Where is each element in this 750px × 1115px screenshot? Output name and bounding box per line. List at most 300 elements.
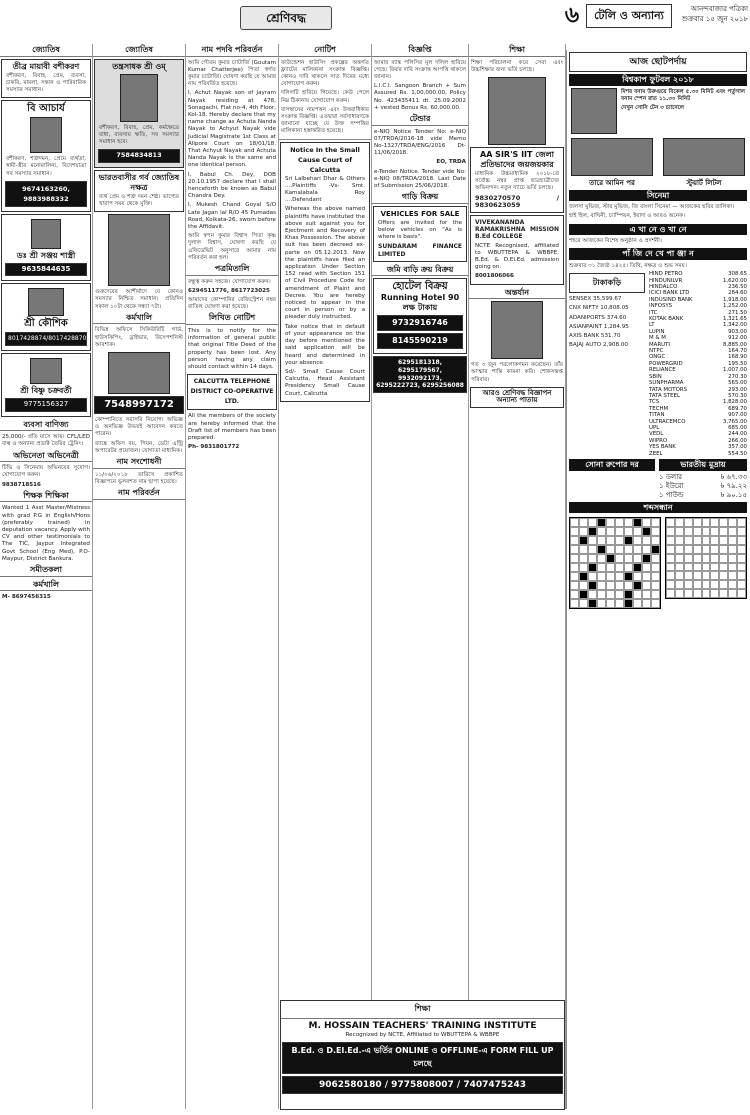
sudoku-cell (737, 563, 746, 572)
sudoku-cell (666, 563, 675, 572)
puzzle-cell (597, 572, 606, 581)
sudoku-cell (666, 536, 675, 545)
jobs-phone: M- 8697456315 (2, 594, 51, 601)
puzzle-cell (579, 554, 588, 563)
stock-name: WIPRO (649, 437, 668, 444)
currency-value: ৳ ৯০.১৫ (720, 490, 747, 499)
astrology-ad-chakraborty (1, 353, 91, 417)
section-education: শিক্ষা (281, 1001, 564, 1019)
stock-name: ITC (649, 309, 658, 316)
sudoku-cell (728, 536, 737, 545)
puzzle-cell (624, 590, 633, 599)
astrology-ad-pride: ভারতবাসীর গর্ব জ্যোতিষ নক্ষত্র ব্যর্থ প্রেম ও শত্রু দমন শেষ্ঠ। ভাগ্যের খারাপ সময় থেকে মুক্তি। (94, 170, 184, 212)
sudoku-cell (693, 589, 702, 598)
puzzle-cell (642, 581, 651, 590)
name-change-notice: I, Achut Nayak son of Jayram Nayak residing at 478, Sonagachi, Flat no-4, 4th Floor, Kol-18. Hereby declare that my name change as Achuta Nanda Nayak to Achyut Nayak vide Judicial Magistrate 1st Class at Alipore Court on 18/01/18. That Achyut Nayak and Achuta Nanda Nayak is the same and one identical person. (188, 90, 276, 169)
sudoku-cell (684, 571, 693, 580)
sudoku-cell (710, 563, 719, 572)
column-heading: শিক্ষা (469, 44, 565, 57)
program-title-2: স্টুয়ার্ট লিটল (686, 178, 722, 187)
stock-name: ZEEL (649, 450, 663, 457)
gold-rate-title: সোনা রুপোর দর (569, 459, 655, 471)
stock-name: YES BANK (649, 444, 676, 451)
sudoku-cell (719, 554, 728, 563)
puzzle-cell (615, 554, 624, 563)
world-cup-matches: মিশর বনাম উরুগুয়ে বিকেল ৫.৩০ মিনিট এবং পর্তুগাল বনাম স্পেন রাত ১১.৩০ মিনিট (621, 88, 745, 102)
astrology-ad: তীব্র মায়াবী বশীকরণ বশীকরণ, বিবাহ, প্রেম, ব্যবসা, চাকরি, মামলা, সন্তান ও পারিবারিক সমস্যার সমাধান। (1, 59, 91, 99)
stock-value: 308.65 (728, 271, 747, 278)
pen-friend-phone: 6294511776, 8617723025 (188, 287, 270, 294)
section-car-sale: গাড়ি বিক্রয় (372, 191, 468, 204)
puzzle-cell (651, 536, 660, 545)
column-education: শিক্ষা শিক্ষা পরিচালনা করে সেবা এবং উচ্চশিক্ষার জন্য ভর্তি চলছে। AA SIR'S IIT জেলা প্রতিভাদের জয়জয়কার মাধ্যমিক উচ্চমাধ্যমিক ২০১৮-তে সর্বোচ্চ নম্বর প্রাপ্ত ছাত্রছাত্রীদের অভিনন্দন। নতুন ব্যাচে ভর্তি চলছে। 9830270570 / 9830623059 VIVEKANANDA RAMAKRISHNA MISSION B.Ed COLLEGE NCTE Recognised, affiliated to WBUTTEPA & WBBPE. B.Ed. & D.El.Ed. admission going on. 8001806066 অন্তর্যান গত ৩ জুন পরলোকগমন করেছেন। তাঁর আত্মার শান্তি কামনা করি। শোকসন্তপ্ত পরিবার। আরও শ্রেণিবদ্ধ বিজ্ঞাপন অন্যান্য পাতায় (469, 44, 566, 1109)
stock-value: 565.00 (728, 380, 747, 387)
section-jobs: কর্মখালি (0, 579, 92, 592)
ad-title: তীব্র মায়াবী বশীকরণ (12, 61, 80, 71)
stock-value: 1,252.00 (722, 303, 747, 310)
puzzle-cell (588, 545, 597, 554)
sudoku-cell (693, 580, 702, 589)
ad-phone: 8017428874/8017428870 (5, 332, 87, 346)
hotel-phone-1: 9732916746 (377, 315, 463, 331)
world-cup-channel: দেখুন সোনি টেন ৩ চ্যানেলে (621, 105, 685, 111)
sudoku-cell (728, 545, 737, 554)
coaching-phone: 9830270570 / 9830623059 (475, 193, 559, 209)
puzzle-cell (624, 554, 633, 563)
stock-name: TCS (649, 399, 660, 406)
puzzle-cell (570, 527, 579, 536)
sudoku-cell (666, 518, 675, 527)
stock-name: INDUSIND BANK (649, 296, 693, 303)
ad-name: শ্রী বিষ্ণু চক্রবর্তী (20, 386, 72, 395)
puzzle-cell (624, 563, 633, 572)
puzzle-cell (597, 554, 606, 563)
puzzle-cell (642, 527, 651, 536)
puzzle-cell (642, 536, 651, 545)
puzzle-cell (615, 563, 624, 572)
sudoku-cell (666, 554, 675, 563)
institute-title: M. HOSSAIN TEACHERS' TRAINING INSTITUTE (308, 1021, 537, 1031)
puzzle-cell (615, 590, 624, 599)
puzzle-cell (579, 581, 588, 590)
company-phone: Ph- 9831801772 (188, 444, 240, 451)
sudoku-cell (728, 580, 737, 589)
stock-name: ULTRACEMCO (649, 418, 686, 425)
sudoku-cell (675, 527, 684, 536)
sudoku-cell (737, 536, 746, 545)
sudoku-cell (702, 554, 711, 563)
puzzle-cell (588, 572, 597, 581)
sudoku-cell (693, 571, 702, 580)
sudoku-cell (719, 589, 728, 598)
sudoku-cell (675, 545, 684, 554)
stock-value: 554.50 (728, 450, 747, 457)
puzzle-cell (606, 518, 615, 527)
puzzle-cell (570, 590, 579, 599)
obituary-photo (491, 301, 543, 359)
puzzle-cell (588, 599, 597, 608)
puzzle-cell (651, 554, 660, 563)
sudoku-cell (737, 589, 746, 598)
stock-value: 266.00 (728, 437, 747, 444)
coaching-ad: AA SIR'S IIT জেলা প্রতিভাদের জয়জয়কার মাধ্যমিক উচ্চমাধ্যমিক ২০১৮-তে সর্বোচ্চ নম্বর প্রাপ্ত ছাত্রছাত্রীদের অভিনন্দন। নতুন ব্যাচে ভর্তি চলছে। 9830270570 / 9830623059 (470, 147, 564, 213)
puzzle-cell (597, 581, 606, 590)
puzzle-cell (624, 581, 633, 590)
column-announcement: বিজ্ঞপ্তি আমার ব্যাঙ্ক পলিসির মূল দলিল হারিয়ে গেছে। বিমার দাবি সংক্রান্ত আপত্তি থাকলে জানান। L.I.C.I. Sangoon Branch + Sum Assured Rs. 1,00,000.00, Policy No. 423435411 dt. 25.09.2002 + vested Bonus Rs. 60,000.00. টেন্ডার e-NIQ Notice Tender No: e-NIQ 07/TRDA/2016-18 vide Memo No-1327/TRDA/ENG/2016 Dt- 11/06/2018. EO, TRDA e-Tender Notice. Tender vide No: e-NIQ 08/TRDA/2018. Last Date of Submission 25/06/2018. গাড়ি বিক্রয় VEHICLES FOR SALE Offers are invited for the below vehicles on "As is where is basis". SUNDARAM FINANCE LIMITED জমি বাড়ি ক্রয় বিক্রয় হোটেল বিক্রয় Running Hotel 90 লক্ষ টাকায় 9732916746 8145590219 6295181318, 6295179567, 9932092173, 6295222723, 6295256088 (372, 44, 469, 1109)
astrologer-photo (30, 117, 62, 153)
sudoku-cell (693, 545, 702, 554)
section-teacher: শিক্ষক শিক্ষিকা (0, 490, 92, 503)
puzzle-cell (633, 572, 642, 581)
sudoku-cell (702, 536, 711, 545)
section-jobs: কর্মখালি (93, 312, 185, 325)
vehicle-sale-company: SUNDARAM FINANCE LIMITED (378, 243, 462, 258)
stock-name: SUNPHARMA (649, 380, 684, 387)
puzzle-cell (624, 527, 633, 536)
puzzle-cell (651, 563, 660, 572)
stock-value: 357.00 (728, 444, 747, 451)
vehicle-sale-title: VEHICLES FOR SALE (380, 209, 460, 218)
sudoku-cell (675, 571, 684, 580)
puzzle-cell (651, 590, 660, 599)
sudoku-cell (737, 527, 746, 536)
ad-phone: 9775156327 (5, 398, 87, 412)
puzzle-cell (642, 590, 651, 599)
sudoku-cell (719, 527, 728, 536)
puzzle-cell (624, 518, 633, 527)
sudoku-cell (684, 545, 693, 554)
stock-name: TECHM (649, 405, 669, 412)
stock-name: UPL (649, 424, 660, 431)
tele-sidebar: আজ ছোটপর্দায় বিশ্বকাপ ফুটবল ২০১৮ মিশর বনাম উরুগুয়ে বিকেল ৫.৩০ মিনিট এবং পর্তুগাল বনাম স্পেন রাত ১১.৩০ মিনিট দেখুন সোনি টেন ৩ চ্যানেলে তারে আমিন পর স্টুয়ার্ট লিটল সিনেমা জলসা মুভিজ, স্টার মুভিজ, জি বাংলা সিনেমা — আজকের ছবির তালিকা। হাই হিল, বাঘিনী, চ্যাম্পিয়ন, ইরাদা ও আরও অনেক। এ খা নে ও খা নে শহরে আজকের বিশেষ অনুষ্ঠান ও প্রদর্শনী। পাঁ জি দে খে পা ঞ্জা ন শুক্রবার ৩১ জ্যৈষ্ঠ ১৪২৫। তিথি, নক্ষত্র ও শুভ সময়। টাকাকড়ি SENSEX 35,599.67 CNX NIFTY 10,808.05 ADANIPORTS 374.60 ASIANPAINT 1,284.95 AXIS BANK 531.70 BAJAJ AUTO 2,908.00 HIND PETRO 308.65 HINDUNILVR 1,620.00 HINDALCO 236.50 ICICI BANK LTD 284.60 INDUSIND BANK 1,918.00 INFOSYS 1,252.00 ITC 271.50 KOTAK BANK 1,321.65 LT 1,342.00 LUPIN 903.00 M & M 912.00 MARUTI 8,885.00 NTPC 164.70 ONGC 168.90 POWERGRID 195.50 RELIANCE 1,007.00 SBIN 270.30 SUNPHARMA 565.00 TATA MOTORS 293.00 TATA STEEL 570.30 TCS 1,828.00 TECHM 689.70 TITAN 907.00 ULTRACEMCO 3,765.00 UPL 685.00 VEDL 244.00 WIPRO 266.00 YES BANK 357.00 ZEEL 554.50 সোনা রুপোর দর ভারতীয় মুদ্রায় ১ ডলার ৳ ৬৭.৩৩ ১ ইউরো ৳ ৭৯.২২ ১ পাউন্ড ৳ ৯০.১৫ শব্দসন্ধান (566, 50, 749, 1109)
puzzle-cell (579, 599, 588, 608)
sudoku-cell (737, 571, 746, 580)
ad-name: ডঃ শ্রী সঞ্জয় শাস্ত্রী (16, 250, 76, 260)
page-header-right (560, 0, 750, 48)
puzzle-cell (615, 527, 624, 536)
puzzle-cell (615, 536, 624, 545)
sudoku-cell (728, 589, 737, 598)
puzzle-cell (588, 527, 597, 536)
astrology-ad-shastri (1, 214, 91, 282)
classified-header (0, 0, 560, 30)
column-heading: জ্যোতিষ (93, 44, 185, 57)
column-heading: জ্যোতিষ (0, 44, 92, 57)
puzzle-cell (606, 527, 615, 536)
sudoku-cell (684, 527, 693, 536)
column-heading: নাম পদবি পরিবর্তন (186, 44, 278, 57)
sudoku-cell (675, 563, 684, 572)
sudoku-cell (719, 571, 728, 580)
stock-value: 195.50 (728, 360, 747, 367)
puzzle-cell (633, 527, 642, 536)
stock-value: 689.70 (728, 405, 747, 412)
stock-value: 1,342.00 (722, 322, 747, 329)
sudoku-grid (665, 517, 747, 599)
puzzle-cell (633, 545, 642, 554)
program-title-1: তারে আমিন পর (589, 178, 635, 187)
sudoku-cell (710, 518, 719, 527)
forex-title: ভারতীয় মুদ্রায় (659, 459, 747, 471)
dateline: আনন্দবাজার পত্রিকা শুক্রবার ১৫ জুন ২০১৮ (681, 5, 748, 23)
sudoku-cell (737, 518, 746, 527)
stock-value: 8,885.00 (722, 341, 747, 348)
student-photo (488, 77, 546, 145)
stock-value: 271.50 (728, 309, 747, 316)
puzzle-cell (579, 536, 588, 545)
currency-value: ৳ ৬৭.৩৩ (720, 472, 747, 481)
puzzle-cell (615, 518, 624, 527)
puzzle-cell (597, 518, 606, 527)
forex-row (657, 473, 749, 482)
puzzle-cell (624, 536, 633, 545)
stock-value: 903.00 (728, 328, 747, 335)
sudoku-cell (728, 563, 737, 572)
puzzle-cell (570, 536, 579, 545)
section-cinema: সিনেমা (569, 190, 747, 202)
sudoku-cell (728, 518, 737, 527)
ad-name: তন্ত্রসাধক শ্রী ওম্ (112, 61, 166, 71)
job-ad-photo (108, 352, 170, 394)
sudoku-cell (675, 554, 684, 563)
sudoku-cell (702, 518, 711, 527)
puzzle-cell (624, 599, 633, 608)
sudoku-cell (728, 571, 737, 580)
sudoku-cell (719, 580, 728, 589)
currency-name: ১ পাউন্ড (659, 490, 684, 499)
puzzle-cell (633, 590, 642, 599)
hotel-sale-ad (373, 278, 467, 354)
sudoku-cell (719, 536, 728, 545)
stock-name: KOTAK BANK (649, 316, 684, 323)
puzzle-cell (597, 545, 606, 554)
puzzle-cell (615, 581, 624, 590)
column-name-change: নাম পদবি পরিবর্তন আমি গৌতম কুমার চ্যাটার্জি (Goutam Kumar Chatterjee) পিতা স্বর্গত কুমার চ্যাটার্জি। ঘোষণা করছি যে আমার নাম পরিবর্তিত হয়েছে। I, Achut Nayak son of Jayram Nayak residing at 478, Sonagachi, Flat no-4, 4th Floor, Kol-18. Hereby declare that my name change as Achuta Nanda Nayak to Achyut Nayak vide Judicial Magistrate 1st Class at Alipore Court on 18/01/18. That Achyut Nayak and Achuta Nanda Nayak is the same and one identical person. I, Babul Ch. Dey, DOB 20.10.1957 declare that I shall henceforth be known as Babul Chandra Dey. I, Mukesh Chand Goyal S/O Late Jagan lal R/O 45 Pumadas Road, Kolkata-26, sworn before the Affidavit. আমি স্বপন কুমার বিশ্বাস পিতা কৃষ্ণ দুলাল বিশ্বাস, ঘোষণা করছি যে এফিডেভিট অনুসারে আমার নাম পরিবর্তন করা হল। পত্রমিতালি বন্ধুত্ব করুন সহজে। যোগাযোগ করুন। 6294511776, 8617723025 আমাদের কোম্পানির রেজিস্ট্রেশন নম্বর বাতিল ঘোষণা করা হয়েছে। লিখিত নোটিশ This is to notify for the information of general public that original Title Deed of the property has been lost. Any person having any claim should contact within 14 days. CALCUTTA TELEPHONE DISTRICT CO-OPERATIVE LTD. All the members of the society are hereby informed that the Draft list of members has been prepared. Ph- 9831801772 (186, 44, 279, 1109)
vehicle-sale-ad: VEHICLES FOR SALE Offers are invited for the below vehicles on "As is where is basis". SUNDARAM FINANCE LIMITED (373, 206, 467, 262)
astrology-ad-koushik (1, 283, 91, 351)
puzzle-cell (588, 536, 597, 545)
sudoku-cell (710, 571, 719, 580)
astrologer-photo (31, 219, 61, 249)
section-almanac: পাঁ জি দে খে পা ঞ্জা ন (569, 248, 747, 260)
sudoku-cell (710, 580, 719, 589)
sudoku-cell (702, 563, 711, 572)
program-photo-2 (663, 138, 745, 176)
sudoku-cell (675, 518, 684, 527)
column-heading: বিজ্ঞপ্তি (372, 44, 468, 57)
sudoku-cell (737, 580, 746, 589)
puzzle-cell (615, 545, 624, 554)
puzzle-cell (633, 563, 642, 572)
teacher-notice: Wanted 1 Asst Master/Mistress with grad P.G in English/Hons (preferably trained) in deputation vacancy. Apply with CV and other testimonials to The TIC, Jaypur Integrated Govt School (Eng Med), P.O- Maypur, District Bankura. (2, 505, 90, 562)
stock-value: 570.30 (728, 392, 747, 399)
puzzle-cell (633, 554, 642, 563)
sudoku-cell (666, 545, 675, 554)
column-astrology-1: জ্যোতিষ তীব্র মায়াবী বশীকরণ বশীকরণ, বিবাহ, প্রেম, ব্যবসা, চাকরি, মামলা, সন্তান ও পারিবারিক সমস্যার সমাধান। বি আচার্য বশীকরণ, শত্রুদমন, প্রেমে ব্যর্থতা, স্বামী-স্ত্রীর মনোমালিন্য, বিদেশযাত্রা সব সমস্যার সমাধান। 9674163260, 9883988332 ডঃ শ্রী সঞ্জয় শাস্ত্রী 9635844635 শ্রী কৌশিক 8017428874/8017428870 শ্রী বিষ্ণু চক্রবর্তী 9775156327 ব্যবসা বাণিজ্য 25,000/- প্রতি মাসে আয়। CFL/LED বাল্ব ও অন্যান্য প্রডাক্ট তৈরির ট্রেনিং। অভিনেতা অভিনেত্রী টিভি ও সিনেমায় অভিনয়ের সুযোগ। যোগাযোগ করুন। 9838718516 শিক্ষক শিক্ষিকা Wanted 1 Asst Master/Mistress with grad P.G in English/Hons (preferably trained) in deputation vacancy. Apply with CV and other testimonials to The TIC, Jaypur Integrated Govt School (Eng Med), P.O- Maypur, District Bankura. সমীতকলা কর্মখালি M- 8697456315 (0, 44, 93, 1109)
word-puzzle-title: শব্দসন্ধান (569, 502, 747, 514)
puzzle-cell (642, 572, 651, 581)
word-puzzle-grid (569, 517, 661, 609)
sudoku-cell (719, 545, 728, 554)
puzzle-cell (606, 563, 615, 572)
sudoku-cell (710, 536, 719, 545)
world-cup-box (569, 88, 747, 134)
sudoku-cell (684, 554, 693, 563)
section-name-correction: নাম সংশোধনী (93, 456, 185, 469)
stock-value: 907.00 (728, 412, 747, 419)
forex-row (657, 491, 749, 500)
column-notice: নোটিশ ফাউন্ডেশন হাউসিং প্রকল্পের অন্তর্গত ফ্ল্যাটের মালিকানা সংক্রান্ত বিজ্ঞপ্তি। কোনও দাবি থাকলে সাত দিনের মধ্যে যোগাযোগ করুন। দলিলটি হারিয়ে গিয়েছে। কেউ পেলে নিম্ন ঠিকানায় যোগাযোগ করুন। বাসস্থানের নামপত্তন এবং উত্তরাধিকার সংক্রান্ত বিজ্ঞপ্তি। এতদ্বারা সর্বসাধারণকে জানানো যাচ্ছে যে উক্ত সম্পত্তির মালিকানা হস্তান্তরিত হয়েছে। Notice In the Small Cause Court of Calcutta Sri Lalbehari Dhar & Others ....Plaintiffs -Vs- Smt. Kamalabala Roy ....Defendant Whereas the above named plaintiffs have instituted the above suit against you for Ejectment and Recovery of Khas Possession. The above suit has been decreed ex-parte on 05.12.2013. Now the plaintiffs have filed an application Under Section 152 read with Section 151 of Civil Procedure Code for amendment of Plaint and Decree. You are hereby noticed to appear in the court in person or by a pleader duly instructed. Take notice that in default of your appearance on the day before mentioned the said application will be heard and determined in your absence. Sd/- Small Cause Court Calcutta, Head Assistant Presidency Small Cause Court, Calcutta (279, 44, 372, 1109)
puzzle-cell (588, 563, 597, 572)
stock-name: RELIANCE (649, 367, 676, 374)
puzzle-cell (642, 563, 651, 572)
sudoku-cell (693, 554, 702, 563)
hotel-sale-subtitle: Running Hotel 90 লক্ষ টাকায় (380, 293, 460, 313)
puzzle-cell (606, 581, 615, 590)
column-astrology-2: জ্যোতিষ তন্ত্রসাধক শ্রী ওম্ বশীকরণ, বিবাহ, প্রেম, কর্মক্ষেত্রে বাধা, ব্যবসায় ক্ষতি, সব সমস্যার সমাধান হবে। 7584834813 ভারতবাসীর গর্ব জ্যোতিষ নক্ষত্র ব্যর্থ প্রেম ও শত্রু দমন শেষ্ঠ। ভাগ্যের খারাপ সময় থেকে মুক্তি। গুরুদেবের আশীর্বাদে যে কোনও সমস্যার নিশ্চিত সমাধান। প্রতিদিন সকাল ১০টা থেকে সন্ধ্যা ৭টা। কর্মখালি বিভিন্ন অফিসে সিকিউরিটি গার্ড, হাউসকিপিং, ড্রাইভার, রিসেপশনিস্ট আবশ্যক। 7548997172 কোম্পানিতে সরাসরি নিয়োগ। অভিজ্ঞ ও অনভিজ্ঞ উভয়ই আবেদন করতে পারেন। ব্যাঙ্কে অফিস বয়, পিয়ন, ডেটা এন্ট্রি অপারেটর প্রয়োজন। যোগ্যতা মাধ্যমিক। নাম সংশোধনী ১১/০৬/২০১৮ তারিখে প্রকাশিত বিজ্ঞাপনে ভুলবশত নাম ছাপা হয়েছে। নাম পরিবর্তন (93, 44, 186, 1109)
sudoku-cell (710, 589, 719, 598)
tender-notice: e-NIQ Notice Tender No: e-NIQ 07/TRDA/2016-18 vide Memo No-1327/TRDA/ENG/2016 Dt- 11/06/2018. (374, 128, 466, 157)
section-obituary: অন্তর্যান (469, 287, 565, 300)
institute-phones: 9062580180 / 9775808007 / 7407475243 (282, 1076, 563, 1094)
training-institute-ad: শিক্ষা M. HOSSAIN TEACHERS' TRAINING INSTITUTE Recognized by NCTE, Affiliated to WBUTTEPA & WBBPE B.Ed. ও D.El.Ed.-এ ভর্তির ONLINE ও OFFLINE-এ FORM FILL UP চলছে 9062580180 / 9775808007 / 7407475243 (280, 1000, 565, 1110)
puzzle-cell (570, 581, 579, 590)
sudoku-cell (702, 527, 711, 536)
section-title: শ্রেণিবদ্ধ (240, 6, 332, 30)
puzzle-cell (633, 518, 642, 527)
tender-signature: EO, TRDA (436, 159, 466, 166)
puzzle-cell (597, 590, 606, 599)
puzzle-cell (597, 536, 606, 545)
section-pen-friend: পত্রমিতালি (186, 263, 278, 276)
sudoku-cell (728, 527, 737, 536)
ad-phone: 7584834813 (98, 149, 180, 163)
sudoku-cell (710, 527, 719, 536)
stock-list (647, 271, 749, 457)
astrology-ad-acharya: বি আচার্য বশীকরণ, শত্রুদমন, প্রেমে ব্যর্থতা, স্বামী-স্ত্রীর মনোমালিন্য, বিদেশযাত্রা সব সমস্যার সমাধান। 9674163260, 9883988332 (1, 100, 91, 212)
puzzle-cell (651, 545, 660, 554)
stock-value: 236.50 (728, 284, 747, 290)
puzzle-cell (570, 554, 579, 563)
sudoku-cell (684, 580, 693, 589)
ad-phone: 7548997172 (94, 396, 184, 414)
sudoku-cell (693, 518, 702, 527)
bed-college-ad: VIVEKANANDA RAMAKRISHNA MISSION B.Ed COLLEGE NCTE Recognised, affiliated to WBUTTEPA & WBBPE. B.Ed. & D.El.Ed. admission going on. 8001806066 (470, 215, 564, 285)
puzzle-cell (633, 599, 642, 608)
section-music: সমীতকলা (0, 564, 92, 577)
stock-name: SBIN (649, 373, 662, 380)
sudoku-cell (702, 589, 711, 598)
sudoku-cell (702, 571, 711, 580)
puzzle-cell (651, 599, 660, 608)
court-notice-title: Notice In the Small Cause Court of Calcutta (290, 145, 360, 174)
sudoku-cell (693, 536, 702, 545)
sudoku-cell (666, 571, 675, 580)
today-tv-title: আজ ছোটপর্দায় (569, 52, 747, 72)
puzzle-cell (651, 527, 660, 536)
sudoku-cell (675, 589, 684, 598)
puzzle-cell (606, 599, 615, 608)
astrologer-photo (28, 288, 64, 316)
bed-college-title: VIVEKANANDA RAMAKRISHNA MISSION B.Ed COLLEGE (475, 219, 559, 241)
right-section-title: টেলি ও অন্যান্য (586, 4, 672, 28)
stock-name: ONGC (649, 354, 666, 361)
bed-college-phone: 8001806066 (475, 273, 514, 280)
sudoku-cell (693, 527, 702, 536)
puzzle-cell (597, 527, 606, 536)
ad-title: ভারতবাসীর গর্ব জ্যোতিষ নক্ষত্র (98, 172, 180, 192)
stock-value: 1,007.00 (722, 367, 747, 374)
puzzle-cell (651, 572, 660, 581)
section-market: এ খা নে ও খা নে (569, 224, 747, 236)
currency-value: ৳ ৭৯.২২ (720, 481, 747, 490)
puzzle-cell (579, 590, 588, 599)
ad-phone: 9674163260, 9883988332 (5, 181, 87, 207)
court-notice-parties: Sri Lalbehari Dhar & Others ....Plaintiffs -Vs- Smt. Kamalabala Roy ....Defendant (285, 175, 365, 204)
stock-value: 164.70 (728, 348, 747, 355)
stock-title: টাকাকড়ি (569, 273, 645, 293)
world-cup-logo (571, 88, 617, 134)
puzzle-cell (624, 572, 633, 581)
stock-area: টাকাকড়ি SENSEX 35,599.67 CNX NIFTY 10,808.05 ADANIPORTS 374.60 ASIANPAINT 1,284.95 AXIS BANK 531.70 BAJAJ AUTO 2,908.00 HIND PETRO 308.65 HINDUNILVR 1,620.00 HINDALCO 236.50 ICICI BANK LTD 284.60 INDUSIND BANK 1,918.00 INFOSYS 1,252.00 ITC 271.50 KOTAK BANK 1,321.65 LT 1,342.00 LUPIN 903.00 M & M 912.00 MARUTI 8,885.00 NTPC 164.70 ONGC 168.90 POWERGRID 195.50 RELIANCE 1,007.00 SBIN 270.30 SUNPHARMA 565.00 TATA MOTORS 293.00 TATA STEEL 570.30 TCS 1,828.00 TECHM 689.70 TITAN 907.00 ULTRACEMCO 3,765.00 UPL 685.00 VEDL 244.00 WIPRO 266.00 YES BANK 357.00 ZEEL 554.50 (569, 271, 747, 457)
stock-name: HINDALCO (649, 284, 678, 290)
nifty-value: CNX NIFTY 10,808.05 (569, 305, 629, 312)
puzzle-cell (651, 518, 660, 527)
stock-name: ICICI BANK LTD (649, 290, 690, 297)
puzzle-cell (579, 545, 588, 554)
currency-name: ১ ইউরো (659, 481, 684, 490)
puzzle-cell (588, 518, 597, 527)
stock-value: 168.90 (728, 354, 747, 361)
hotel-phone-2: 8145590219 (377, 333, 463, 349)
sudoku-cell (666, 580, 675, 589)
sudoku-cell (719, 563, 728, 572)
stock-name: POWERGRID (649, 360, 683, 367)
stock-name: INFOSYS (649, 303, 673, 310)
puzzle-cell (606, 590, 615, 599)
stock-name: HIND PETRO (649, 271, 683, 278)
stock-name: TITAN (649, 412, 665, 419)
section-written-notice: লিখিত নোটিশ (186, 312, 278, 325)
stock-name: M & M (649, 335, 666, 342)
sudoku-cell (737, 554, 746, 563)
puzzle-cell (606, 536, 615, 545)
sudoku-cell (684, 518, 693, 527)
stock-value: 3,765.00 (722, 418, 747, 425)
page-number: ৬ (564, 3, 580, 28)
puzzle-cell (633, 536, 642, 545)
section-tender: টেন্ডার (372, 113, 468, 126)
sudoku-cell (719, 518, 728, 527)
column-heading: নোটিশ (279, 44, 371, 57)
puzzle-cell (579, 563, 588, 572)
sudoku-cell (675, 580, 684, 589)
puzzle-cell (588, 590, 597, 599)
sudoku-cell (702, 580, 711, 589)
astrologer-photo-large (108, 214, 170, 286)
puzzle-cell (624, 545, 633, 554)
sudoku-cell (666, 527, 675, 536)
puzzle-cell (633, 581, 642, 590)
sudoku-cell (710, 545, 719, 554)
currency-name: ১ ডলার (659, 472, 683, 481)
stock-value: 1,620.00 (722, 277, 747, 284)
bank-notice: L.I.C.I. Sangoon Branch + Sum Assured Rs. 1,00,000.00, Policy No. 423435411 dt. 25.09.2002 + vested Bonus Rs. 60,000.00. (374, 83, 466, 111)
puzzle-cell (597, 599, 606, 608)
more-classifieds-note: আরও শ্রেণিবদ্ধ বিজ্ঞাপন অন্যান্য পাতায় (470, 387, 564, 408)
forex-row (657, 482, 749, 491)
puzzle-cell (570, 518, 579, 527)
